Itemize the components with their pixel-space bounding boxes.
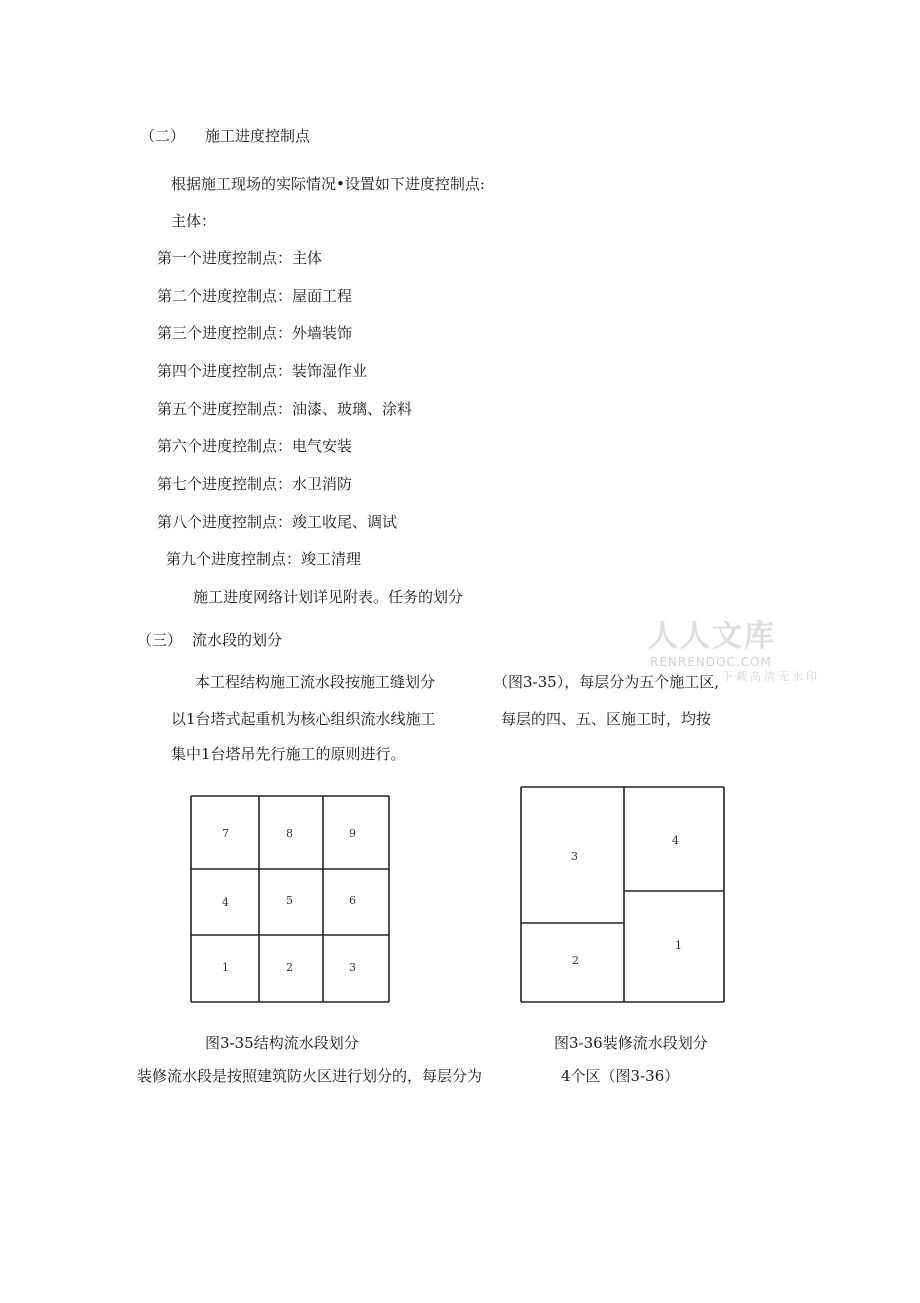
section2-subhead: 主体： — [171, 212, 217, 230]
control-point-item: 第七个进度控制点：水卫消防 — [157, 475, 353, 493]
section3-para2-right: 每层的四、五、区施工时，均按 — [501, 710, 712, 728]
fig36-lines — [521, 787, 724, 1002]
control-point-item: 第六个进度控制点：电气安装 — [157, 437, 353, 455]
section3-para1-left: 本工程结构施工流水段按施工缝划分 — [195, 673, 436, 691]
section3-para2-left: 以1台塔式起重机为核心组织流水线施工 — [171, 710, 436, 728]
control-point-item: 第八个进度控制点：竣工收尾、调试 — [157, 513, 398, 531]
fig36-cell-label: 3 — [571, 850, 578, 863]
control-point-item: 第三个进度控制点：外墙装饰 — [157, 324, 353, 342]
section2-intro: 根据施工现场的实际情况•设置如下进度控制点: — [171, 175, 485, 193]
control-point-item: 第一个进度控制点：主体 — [157, 249, 323, 267]
control-point-item: 第四个进度控制点：装饰湿作业 — [157, 362, 368, 380]
figure-3-36-caption: 图3-36装修流水段划分 — [554, 1034, 708, 1052]
fig35-cell-label: 8 — [286, 827, 293, 840]
fig35-cell-label: 1 — [222, 961, 229, 974]
fig35-cell-label: 3 — [349, 961, 356, 974]
figure-3-35-caption: 图3-35结构流水段划分 — [205, 1034, 359, 1052]
watermark-slogan: 下载高清无水印 — [722, 670, 820, 683]
section3-para1-right: （图3-35），每层分为五个施工区, — [493, 673, 719, 691]
fig35-cell-label: 2 — [286, 961, 293, 974]
fig35-cell-label: 6 — [349, 894, 356, 907]
section2-closing: 施工进度网络计划详见附表。任务的划分 — [193, 588, 464, 606]
closing-para-right: 4个区（图3-36） — [561, 1067, 680, 1085]
section2-heading-title: 施工进度控制点 — [205, 127, 311, 145]
fig36-cell-label: 2 — [572, 954, 579, 967]
section3-heading-number: （三） — [137, 631, 183, 649]
control-point-item: 第五个进度控制点：油漆、玻璃、涂料 — [157, 400, 413, 418]
watermark-site: RENRENDOC.COM — [650, 655, 772, 669]
section3-heading-title: 流水段的划分 — [192, 631, 283, 649]
control-point-item: 第二个进度控制点：屋面工程 — [157, 287, 353, 305]
control-point-item: 第九个进度控制点：竣工清理 — [166, 550, 362, 568]
watermark-logo: 人人文库 — [648, 619, 776, 654]
fig35-cell-label: 5 — [286, 894, 293, 907]
section2-heading-number: （二） — [140, 127, 186, 145]
fig35-cell-label: 9 — [349, 827, 356, 840]
fig35-cell-label: 4 — [222, 896, 229, 909]
fig36-cell-label: 4 — [672, 834, 679, 847]
closing-para-left: 装修流水段是按照建筑防火区进行划分的，每层分为 — [137, 1067, 483, 1085]
section3-para3: 集中1台塔吊先行施工的原则进行。 — [171, 745, 406, 763]
fig35-cell-label: 7 — [222, 827, 229, 840]
fig36-cell-label: 1 — [675, 939, 682, 952]
